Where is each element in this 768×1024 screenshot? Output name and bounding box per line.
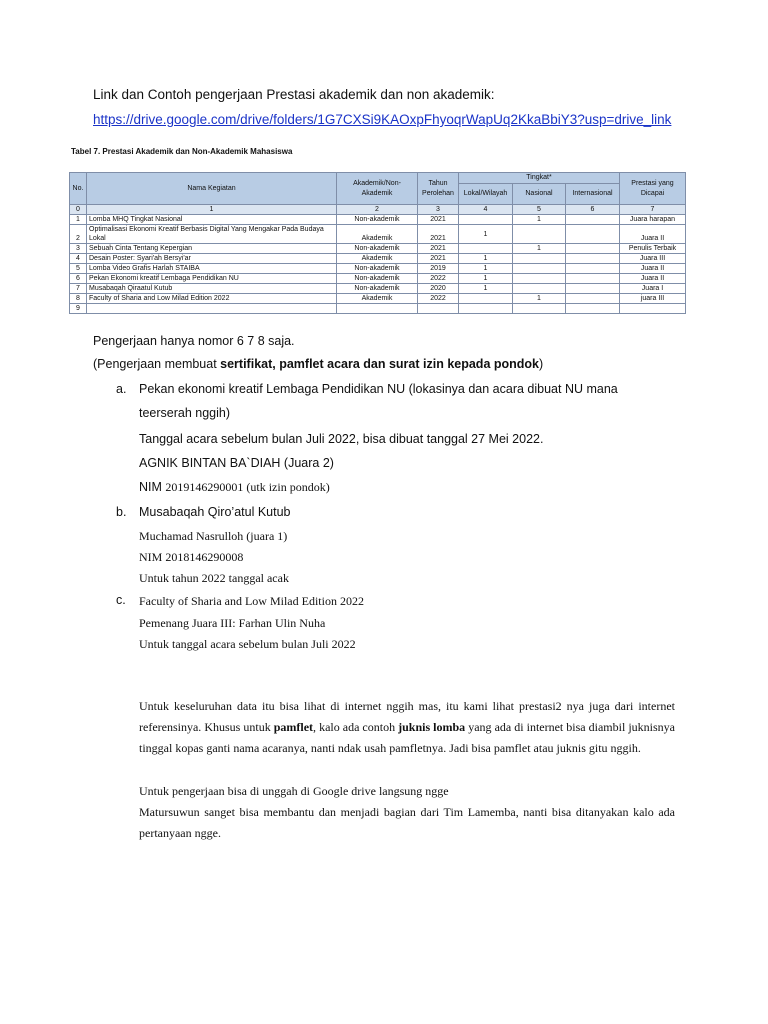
row-no: 1 <box>70 215 87 225</box>
item-b-title: Musabaqah Qiro’atul Kutub <box>139 505 291 519</box>
row-lokal <box>459 215 513 225</box>
row-prestasi: Juara harapan <box>620 215 686 225</box>
item-a-nama: AGNIK BINTAN BA`DIAH (Juara 2) <box>139 456 334 470</box>
row-lokal: 1 <box>459 284 513 294</box>
row-internasional <box>566 225 620 244</box>
column-number-row <box>70 205 686 215</box>
item-a-title-line2: teerserah nggih) <box>139 406 231 420</box>
item-a-nim-value: 2019146290001 (utk izin pondok) <box>165 480 330 494</box>
table-caption: Tabel 7. Prestasi Akademik dan Non-Akademik Mahasiswa <box>71 147 293 156</box>
row-jenis: Non-akademik <box>337 215 418 225</box>
item-c-tanggal: Untuk tanggal acara sebelum bulan Juli 2022 <box>139 637 356 651</box>
row-tahun: 2022 <box>418 294 459 304</box>
item-c-title: Faculty of Sharia and Low Milad Edition 2022 <box>139 594 364 608</box>
column-number: 3 <box>418 205 459 215</box>
row-internasional <box>566 215 620 225</box>
column-number: 6 <box>566 205 620 215</box>
row-tahun: 2019 <box>418 264 459 274</box>
row-internasional <box>566 244 620 254</box>
table-row <box>70 274 686 284</box>
item-c-pemenang: Pemenang Juara III: Farhan Ulin Nuha <box>139 616 326 630</box>
row-tahun: 2021 <box>418 254 459 264</box>
closing-p1-text: Untuk keseluruhan data itu bisa lihat di internet nggih mas, itu kami lihat prestasi2 nya juga dari internet referensinya. Khusus untuk <box>139 699 675 734</box>
prestasi-table <box>69 172 686 314</box>
row-jenis: Akademik <box>337 294 418 304</box>
row-nasional: 1 <box>513 244 566 254</box>
row-internasional <box>566 284 620 294</box>
row-nama <box>87 304 337 314</box>
table-row <box>70 284 686 294</box>
row-nasional <box>513 254 566 264</box>
row-jenis: Akademik <box>337 225 418 244</box>
item-a-tanggal: Tanggal acara sebelum bulan Juli 2022, bisa dibuat tanggal 27 Mei 2022. <box>139 432 544 446</box>
row-nama: Desain Poster: Syari'ah Bersyi'ar <box>87 254 337 264</box>
item-a-nim <box>139 480 330 495</box>
row-jenis: Non-akademik <box>337 274 418 284</box>
header-internasional: Internasional <box>566 184 620 205</box>
closing-p1-bold-pamflet: pamflet <box>273 720 314 734</box>
row-nasional <box>513 264 566 274</box>
row-nasional <box>513 284 566 294</box>
item-b-tanggal: Untuk tahun 2022 tanggal acak <box>139 571 289 585</box>
row-prestasi: juara III <box>620 294 686 304</box>
row-internasional <box>566 264 620 274</box>
row-no: 2 <box>70 225 87 244</box>
item-b-marker: b. <box>116 505 127 519</box>
item-a-title-line1: Pekan ekonomi kreatif Lembaga Pendidikan NU (lokasinya dan acara dibuat NU mana <box>139 382 618 396</box>
row-prestasi: Juara II <box>620 264 686 274</box>
row-jenis <box>337 304 418 314</box>
closing-paragraph-3: Matursuwun sanget bisa membantu dan menjadi bagian dari Tim Lamemba, nanti bisa ditanyakan kalo ada pertanyaan ngge. <box>139 805 675 840</box>
table-row <box>70 215 686 225</box>
row-lokal <box>459 294 513 304</box>
row-nasional: 1 <box>513 294 566 304</box>
row-nama: Sebuah Cinta Tentang Kepergian <box>87 244 337 254</box>
row-internasional <box>566 294 620 304</box>
row-nama: Lomba Video Grafis Harlah STAIBA <box>87 264 337 274</box>
row-prestasi <box>620 304 686 314</box>
row-internasional <box>566 274 620 284</box>
row-jenis: Non-akademik <box>337 284 418 294</box>
item-b-nama: Muchamad Nasrulloh (juara 1) <box>139 529 288 543</box>
row-nama: Pekan Ekonomi kreatif Lembaga Pendidikan NU <box>87 274 337 284</box>
row-lokal: 1 <box>459 264 513 274</box>
row-prestasi: Juara II <box>620 274 686 284</box>
row-jenis: Non-akademik <box>337 264 418 274</box>
pengerjaan-note: Pengerjaan hanya nomor 6 7 8 saja. <box>93 334 295 348</box>
header-no: No. <box>70 173 87 205</box>
row-tahun: 2020 <box>418 284 459 294</box>
row-nama: Musabaqah Qiraatul Kutub <box>87 284 337 294</box>
item-c-marker: c. <box>116 593 126 607</box>
column-number: 0 <box>70 205 87 215</box>
header-akademik: Akademik/Non-Akademik <box>337 173 418 205</box>
pengerjaan-detail-close: ) <box>539 357 544 371</box>
row-lokal: 1 <box>459 225 513 244</box>
header-lokal: Lokal/Wilayah <box>459 184 513 205</box>
row-prestasi: Juara II <box>620 225 686 244</box>
row-no: 4 <box>70 254 87 264</box>
pengerjaan-detail-bold: sertifikat, pamflet acara dan surat izin kepada pondok <box>220 357 539 371</box>
row-prestasi: Juara III <box>620 254 686 264</box>
row-nama: Lomba MHQ Tingkat Nasional <box>87 215 337 225</box>
row-nasional <box>513 304 566 314</box>
row-lokal <box>459 304 513 314</box>
column-number: 7 <box>620 205 686 215</box>
table-row <box>70 244 686 254</box>
table-row <box>70 225 686 244</box>
row-nama: Optimalisasi Ekonomi Kreatif Berbasis Digital Yang Mengakar Pada Budaya Lokal <box>87 225 337 244</box>
header-prestasi: Prestasi yang Dicapai <box>620 173 686 205</box>
row-tahun: 2021 <box>418 225 459 244</box>
row-no: 8 <box>70 294 87 304</box>
column-number: 2 <box>337 205 418 215</box>
header-nama-kegiatan: Nama Kegiatan <box>87 173 337 205</box>
pengerjaan-detail <box>93 357 543 371</box>
row-nasional <box>513 225 566 244</box>
table-row <box>70 264 686 274</box>
intro-text: Link dan Contoh pengerjaan Prestasi akademik dan non akademik: <box>93 87 495 102</box>
pengerjaan-detail-open: (Pengerjaan membuat <box>93 357 221 371</box>
row-jenis: Akademik <box>337 254 418 264</box>
header-nasional: Nasional <box>513 184 566 205</box>
row-no: 7 <box>70 284 87 294</box>
row-tahun <box>418 304 459 314</box>
drive-link[interactable]: https://drive.google.com/drive/folders/1G7CXSi9KAOxpFhyoqrWapUq2KkaBbiY3?usp=drive_link <box>93 112 672 127</box>
row-internasional <box>566 254 620 264</box>
closing-p1-text: , kalo ada contoh <box>313 720 399 734</box>
row-lokal: 1 <box>459 254 513 264</box>
row-tahun: 2021 <box>418 215 459 225</box>
row-internasional <box>566 304 620 314</box>
row-nasional: 1 <box>513 215 566 225</box>
column-number: 1 <box>87 205 337 215</box>
closing-paragraph-1 <box>139 696 675 759</box>
row-no: 5 <box>70 264 87 274</box>
row-nasional <box>513 274 566 284</box>
row-jenis: Non-akademik <box>337 244 418 254</box>
row-nama: Faculty of Sharia and Low Milad Edition 2022 <box>87 294 337 304</box>
row-lokal <box>459 244 513 254</box>
row-tahun: 2022 <box>418 274 459 284</box>
row-prestasi: Juara I <box>620 284 686 294</box>
item-a-nim-label: NIM <box>139 480 166 494</box>
header-tahun: Tahun Perolehan <box>418 173 459 205</box>
closing-p1-bold-juknis: juknis lomba <box>398 720 466 734</box>
table-row <box>70 304 686 314</box>
item-b-nim: NIM 2018146290008 <box>139 550 244 564</box>
column-number: 5 <box>513 205 566 215</box>
closing-p1-text: yang ada di internet bisa diambil juknisnya tinggal kopas ganti nama acaranya, nanti ndak usah pamfletnya. Jadi bisa pamflet atau juknis gitu nggih. <box>139 720 675 755</box>
row-no: 3 <box>70 244 87 254</box>
item-a-marker: a. <box>116 382 127 396</box>
table-row <box>70 254 686 264</box>
closing-paragraph-2: Untuk pengerjaan bisa di unggah di Google drive langsung ngge <box>139 784 449 798</box>
row-tahun: 2021 <box>418 244 459 254</box>
column-number: 4 <box>459 205 513 215</box>
row-prestasi: Penulis Terbaik <box>620 244 686 254</box>
row-lokal: 1 <box>459 274 513 284</box>
row-no: 9 <box>70 304 87 314</box>
table-row <box>70 294 686 304</box>
row-no: 6 <box>70 274 87 284</box>
header-tingkat: Tingkat* <box>459 173 620 184</box>
